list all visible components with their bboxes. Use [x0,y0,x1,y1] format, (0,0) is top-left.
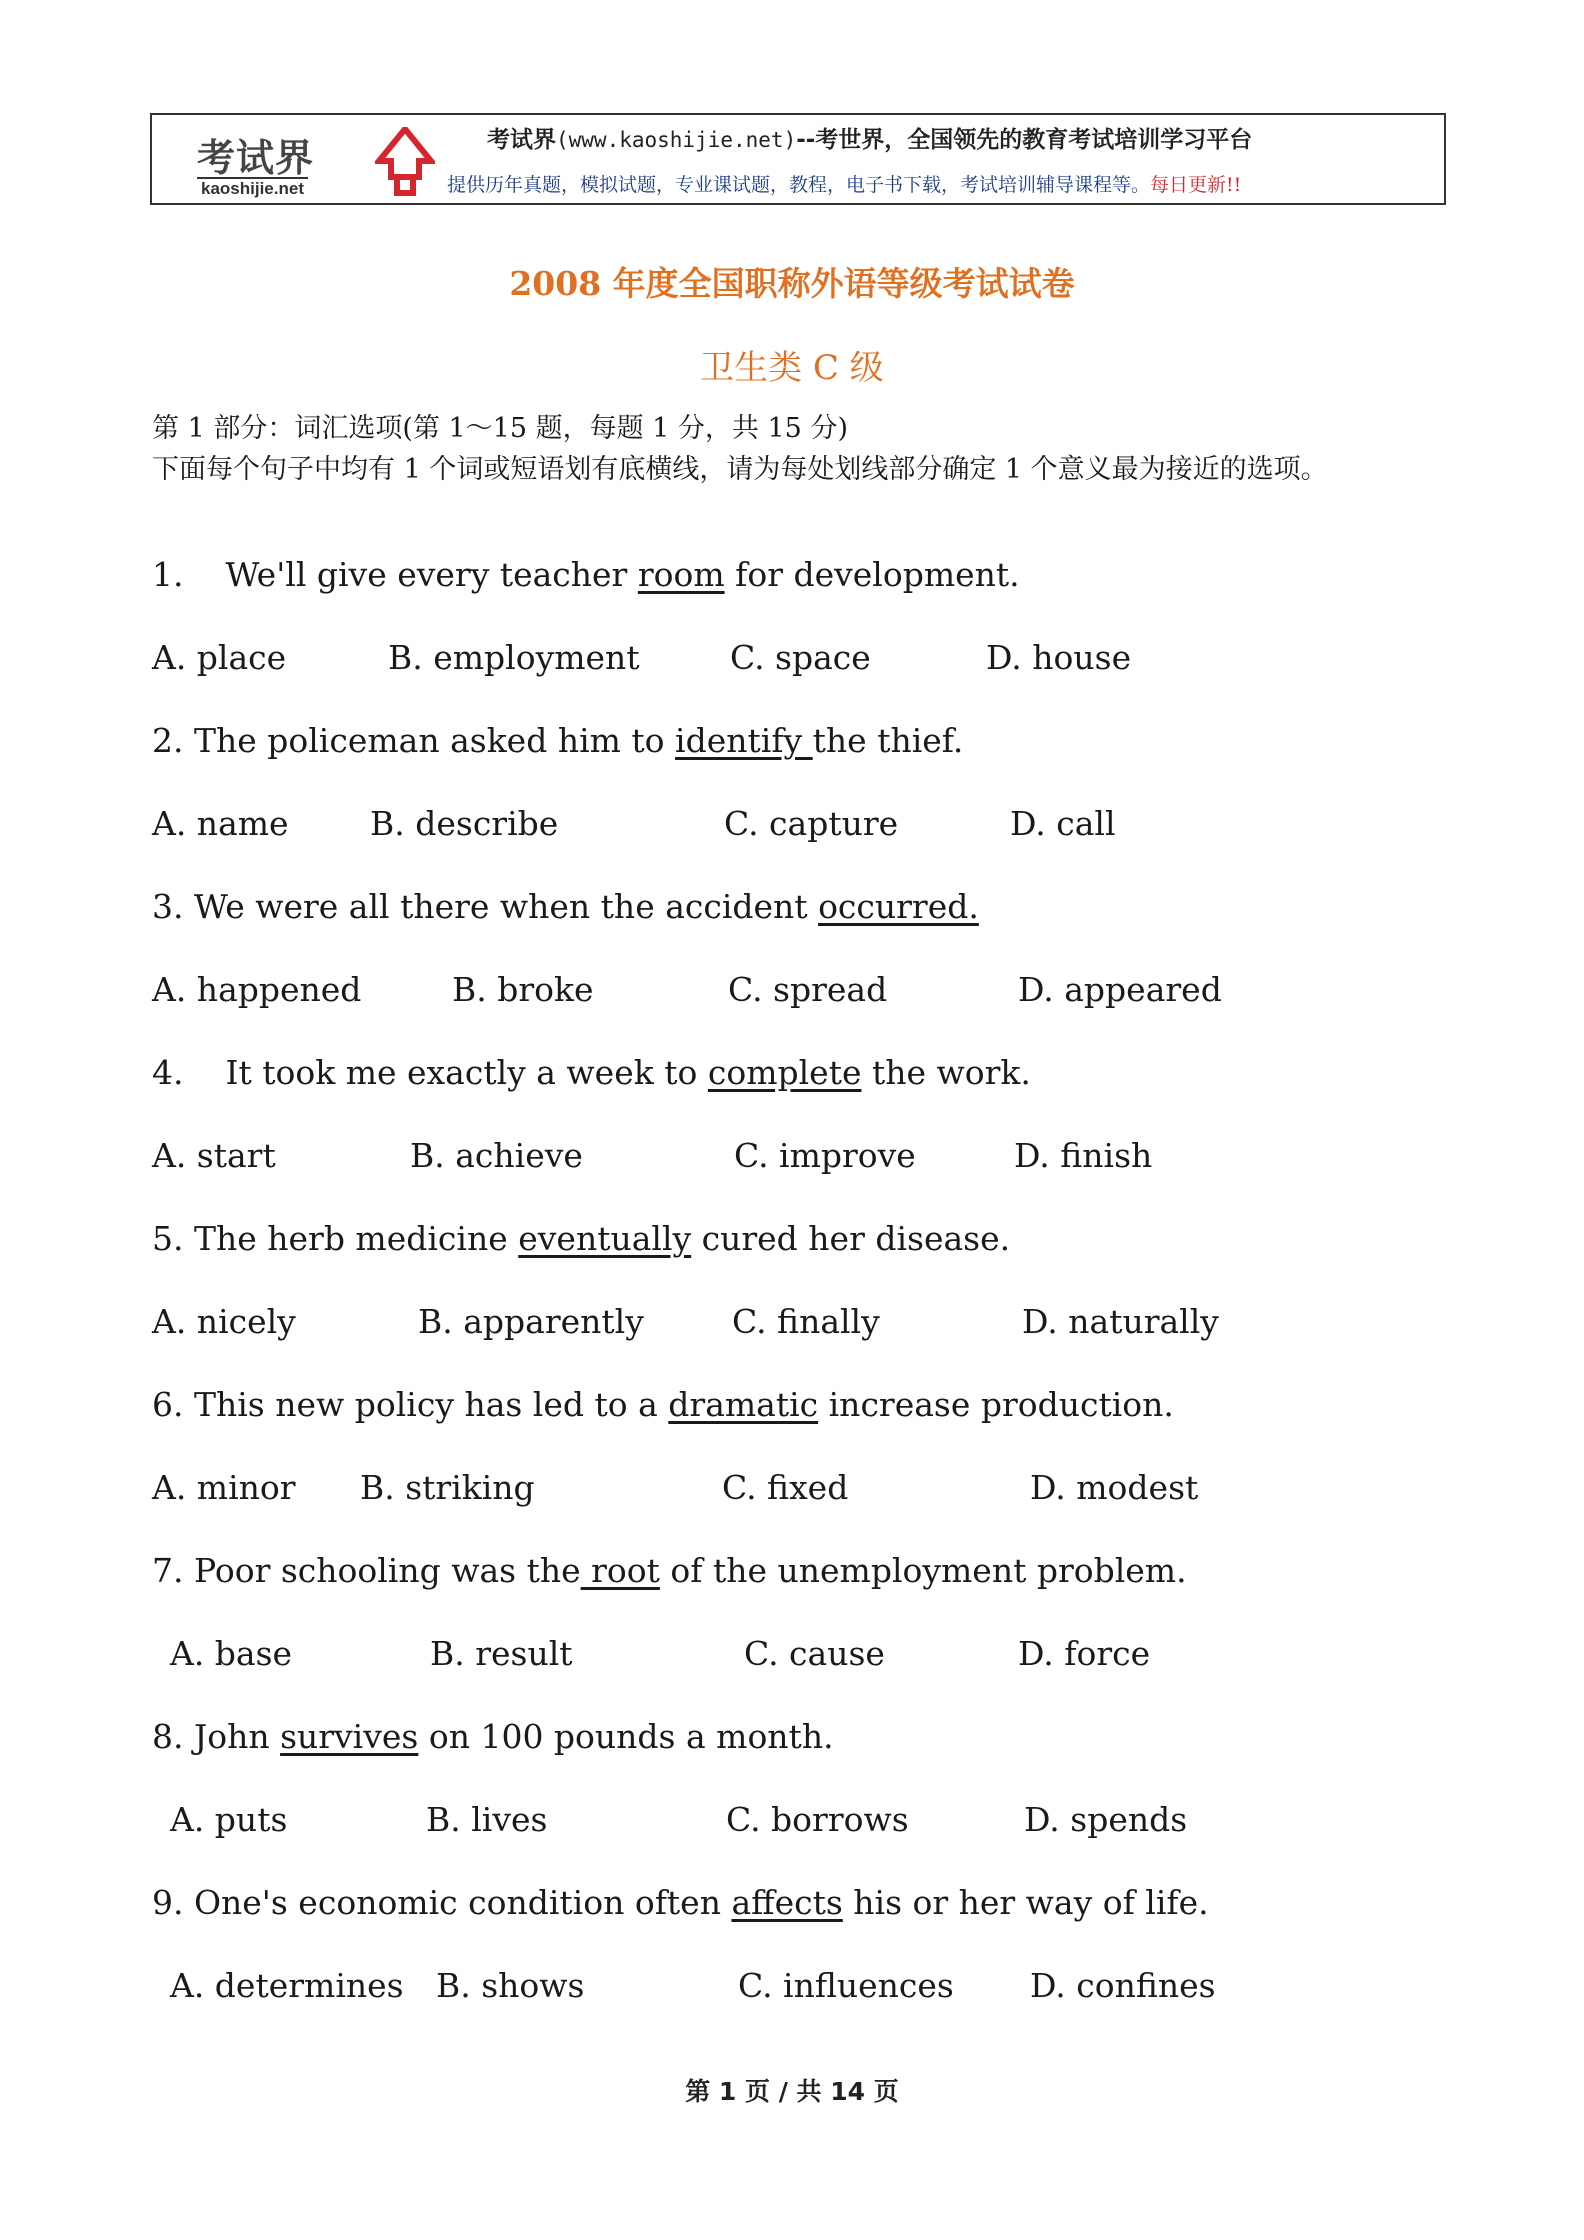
section-instruction: 下面每个句子中均有 1 个词或短语划有底横线，请为每处划线部分确定 1 个意义最为接近的选项。 [152,454,1328,485]
q4-option-d: D. finish [1014,1136,1153,1175]
tagline-prefix: 考试界 [487,127,556,153]
question-2-pre: 2. The policeman asked him to [152,721,676,760]
question-6-pre: 6. This new policy has led to a [152,1385,669,1424]
subline-text: 提供历年真题，模拟试题，专业课试题，教程，电子书下载，考试培训辅导课程等。 [447,174,1151,196]
section-heading: 第 1 部分：词汇选项(第 1～15 题，每题 1 分，共 15 分) [152,413,848,444]
question-7-pre: 7. Poor schooling was the [152,1551,581,1590]
question-9-word: affects [731,1883,843,1922]
question-7-word: root [580,1551,660,1590]
q8-option-c: C. borrows [726,1800,909,1839]
q6-option-c: C. fixed [722,1468,849,1507]
q2-option-b: B. describe [370,804,559,843]
question-4-pre: 4. It took me exactly a week to [152,1053,708,1092]
question-5 [152,1219,1010,1258]
question-2 [152,721,963,760]
up-arrow-icon [375,127,435,197]
q5-option-c: C. finally [732,1302,880,1341]
q1-option-a: A. place [152,638,287,677]
q4-option-a: A. start [152,1136,276,1175]
question-8-pre: 8. John [152,1717,281,1756]
q1-option-d: D. house [986,638,1132,677]
page-number: 第 1 页 / 共 14 页 [685,2077,899,2106]
question-2-word: identify [675,721,813,760]
logo-text: 考试界 [197,136,315,180]
site-logo[interactable] [197,127,397,199]
question-4 [152,1053,1031,1092]
question-5-post: cured her disease. [691,1219,1011,1258]
question-4-word: complete [707,1053,862,1092]
header-tagline [487,121,1252,154]
q4-option-c: C. improve [734,1136,916,1175]
question-6 [152,1385,1174,1424]
question-1 [152,555,1020,594]
q1-option-c: C. space [730,638,871,677]
q2-option-c: C. capture [724,804,899,843]
q4-option-b: B. achieve [410,1136,583,1175]
question-2-post: the thief. [812,721,964,760]
document-title: 2008 年度全国职称外语等级考试试卷 [509,264,1075,303]
q8-option-d: D. spends [1024,1800,1188,1839]
question-3-word: occurred. [818,887,979,926]
question-3 [152,887,979,926]
q1-option-b: B. employment [388,638,640,677]
q6-option-b: B. striking [360,1468,535,1507]
question-7-post: of the unemployment problem. [659,1551,1187,1590]
question-4-post: the work. [861,1053,1031,1092]
question-6-word: dramatic [668,1385,819,1424]
question-1-word: room [637,555,725,594]
q5-option-a: A. nicely [152,1302,296,1341]
q7-option-a: A. base [170,1634,293,1673]
q7-option-b: B. result [430,1634,573,1673]
question-8-word: survives [280,1717,419,1756]
q2-option-a: A. name [152,804,289,843]
question-5-word: eventually [518,1219,692,1258]
q3-option-a: A. happened [152,970,362,1009]
q9-option-c: C. influences [738,1966,954,2005]
q9-option-d: D. confines [1030,1966,1216,2005]
q2-option-d: D. call [1010,804,1116,843]
site-header [150,113,1446,205]
q9-option-b: B. shows [436,1966,585,2005]
question-5-pre: 5. The herb medicine [152,1219,519,1258]
q8-option-b: B. lives [426,1800,548,1839]
q3-option-b: B. broke [452,970,594,1009]
q5-option-d: D. naturally [1022,1302,1219,1341]
question-3-pre: 3. We were all there when the accident [152,887,819,926]
q7-option-d: D. force [1018,1634,1151,1673]
question-9-pre: 9. One's economic condition often [152,1883,732,1922]
section-intro [152,408,1452,490]
question-8-post: on 100 pounds a month. [418,1717,834,1756]
document-subtitle: 卫生类 C 级 [700,348,884,388]
q7-option-c: C. cause [744,1634,885,1673]
q3-option-d: D. appeared [1018,970,1222,1009]
q3-option-c: C. spread [728,970,888,1009]
q6-option-d: D. modest [1030,1468,1199,1507]
tagline-suffix: --考世界，全国领先的教育考试培训学习平台 [796,127,1253,153]
question-6-post: increase production. [818,1385,1174,1424]
q6-option-a: A. minor [152,1468,296,1507]
tagline-url[interactable]: (www.kaoshijie.net) [556,128,797,152]
header-subline [447,170,1241,197]
question-1-post: for development. [724,555,1020,594]
question-1-pre: 1. We'll give every teacher [152,555,638,594]
question-8 [152,1717,834,1756]
logo-url: kaoshijie.net [197,177,308,199]
question-9-post: his or her way of life. [842,1883,1209,1922]
q5-option-b: B. apparently [418,1302,644,1341]
question-7 [152,1551,1187,1590]
question-9 [152,1883,1209,1922]
subline-highlight: 每日更新!! [1150,174,1242,196]
q9-option-a: A. determines [170,1966,404,2005]
q8-option-a: A. puts [170,1800,288,1839]
